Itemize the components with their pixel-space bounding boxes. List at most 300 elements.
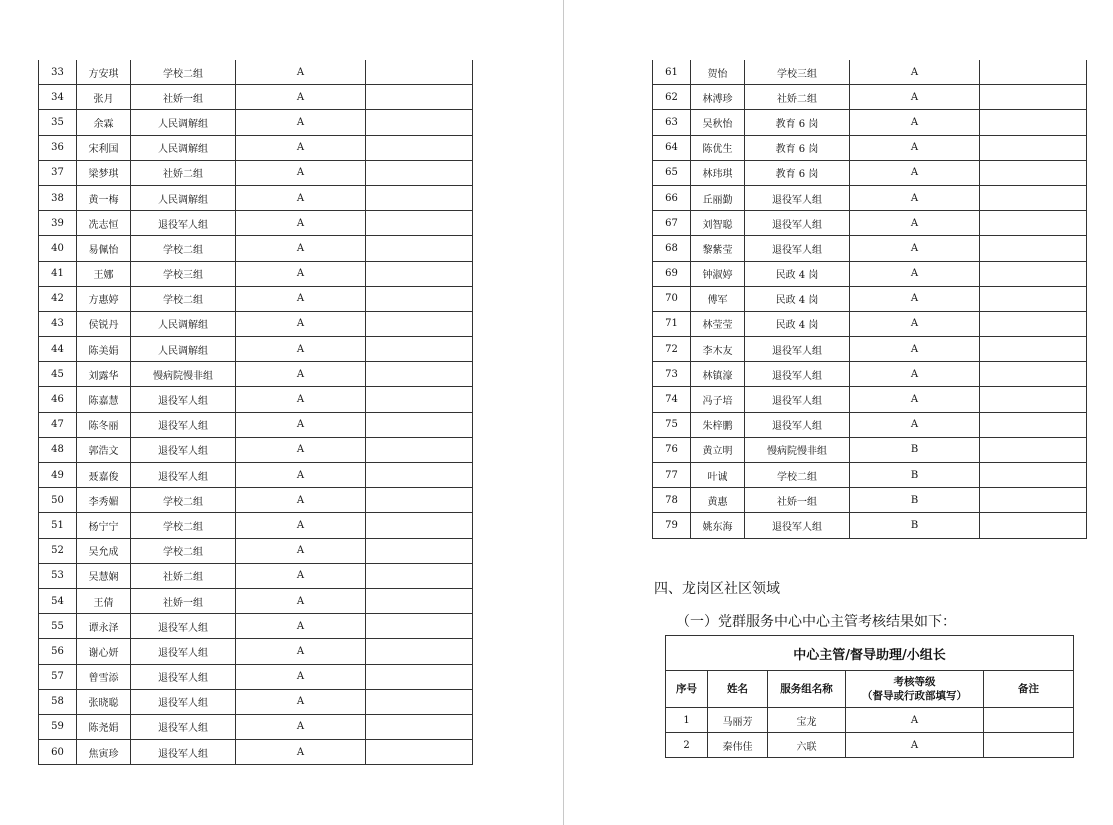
cell-group: 退役军人组 (745, 185, 850, 210)
cell-no: 70 (653, 286, 691, 311)
cell-grade: A (850, 236, 980, 261)
cell-name: 余霖 (77, 110, 131, 135)
cell-no: 48 (39, 437, 77, 462)
cell-name: 吴慧娴 (77, 563, 131, 588)
cell-grade: A (236, 588, 366, 613)
cell-name: 郭浩文 (77, 437, 131, 462)
cell-grade: A (236, 286, 366, 311)
cell-note (980, 236, 1087, 261)
cell-name: 张晓聪 (77, 689, 131, 714)
cell-grade: A (236, 185, 366, 210)
cell-name: 方惠婷 (77, 286, 131, 311)
cell-grade: A (850, 387, 980, 412)
cell-group: 学校三组 (131, 261, 236, 286)
table-row (39, 614, 473, 639)
cell-no: 61 (653, 60, 691, 85)
cell-note (366, 614, 473, 639)
cell-grade: A (236, 714, 366, 739)
cell-grade: A (850, 362, 980, 387)
cell-name: 谢心妍 (77, 639, 131, 664)
table-row (39, 538, 473, 563)
header-group: 服务组名称 (768, 671, 846, 708)
table-row (653, 185, 1087, 210)
cell-note (366, 337, 473, 362)
table-row (39, 286, 473, 311)
cell-name: 黎紫莹 (691, 236, 745, 261)
cell-group: 退役军人组 (745, 412, 850, 437)
table-row (39, 387, 473, 412)
cell-group: 社娇一组 (745, 488, 850, 513)
header-grade-line2: （督导或行政部填写） (862, 690, 967, 702)
cell-note (980, 85, 1087, 110)
cell-no: 50 (39, 488, 77, 513)
cell-name: 黄惠 (691, 488, 745, 513)
cell-group: 社娇一组 (131, 85, 236, 110)
cell-note (366, 110, 473, 135)
cell-name: 贺怡 (691, 60, 745, 85)
cell-no: 52 (39, 538, 77, 563)
cell-note (366, 362, 473, 387)
table-row (39, 563, 473, 588)
cell-group: 社娇二组 (131, 160, 236, 185)
table-row (653, 261, 1087, 286)
cell-name: 侯锐丹 (77, 311, 131, 336)
cell-note (980, 488, 1087, 513)
cell-group: 慢病院慢非组 (131, 362, 236, 387)
cell-name: 王娜 (77, 261, 131, 286)
cell-name: 马丽芳 (708, 708, 768, 733)
cell-no: 69 (653, 261, 691, 286)
header-grade (846, 671, 984, 708)
header-name: 姓名 (708, 671, 768, 708)
cell-note (366, 311, 473, 336)
cell-name: 王倩 (77, 588, 131, 613)
cell-note (366, 714, 473, 739)
cell-note (980, 463, 1087, 488)
cell-no: 47 (39, 412, 77, 437)
cell-no: 53 (39, 563, 77, 588)
cell-no: 1 (666, 708, 708, 733)
cell-no: 55 (39, 614, 77, 639)
table-row (653, 463, 1087, 488)
table-row (39, 664, 473, 689)
cell-name: 吴秋怡 (691, 110, 745, 135)
cell-note (366, 538, 473, 563)
table-row (653, 60, 1087, 85)
left-results-table (38, 60, 473, 765)
cell-grade: B (850, 488, 980, 513)
cell-group: 退役军人组 (745, 362, 850, 387)
cell-group: 退役军人组 (131, 740, 236, 765)
cell-name: 陈尧娟 (77, 714, 131, 739)
table-row (39, 337, 473, 362)
cell-grade: A (236, 664, 366, 689)
cell-name: 林溥珍 (691, 85, 745, 110)
cell-grade: A (850, 85, 980, 110)
cell-no: 75 (653, 412, 691, 437)
cell-name: 朱梓鹏 (691, 412, 745, 437)
cell-note (366, 412, 473, 437)
cell-no: 46 (39, 387, 77, 412)
cell-name: 林镇濠 (691, 362, 745, 387)
cell-no: 42 (39, 286, 77, 311)
cell-no: 63 (653, 110, 691, 135)
table-row (653, 387, 1087, 412)
cell-no: 73 (653, 362, 691, 387)
cell-no: 76 (653, 437, 691, 462)
cell-note (980, 110, 1087, 135)
table-row (39, 60, 473, 85)
cell-grade: A (850, 412, 980, 437)
cell-grade: A (236, 488, 366, 513)
cell-group: 学校二组 (131, 286, 236, 311)
cell-no: 64 (653, 135, 691, 160)
cell-group: 社娇二组 (745, 85, 850, 110)
table-row (39, 135, 473, 160)
cell-note (366, 236, 473, 261)
table-row (653, 488, 1087, 513)
cell-no: 67 (653, 211, 691, 236)
cell-no: 59 (39, 714, 77, 739)
cell-grade: A (236, 311, 366, 336)
cell-grade: A (236, 387, 366, 412)
cell-no: 54 (39, 588, 77, 613)
cell-note (366, 160, 473, 185)
table-row (653, 513, 1087, 538)
table-row (39, 211, 473, 236)
table-row (653, 311, 1087, 336)
cell-group: 退役军人组 (745, 513, 850, 538)
summary-table (665, 635, 1074, 758)
cell-no: 35 (39, 110, 77, 135)
summary-table-title: 中心主管/督导助理/小组长 (666, 636, 1074, 671)
cell-grade: A (846, 733, 984, 758)
cell-group: 退役军人组 (131, 639, 236, 664)
cell-note (366, 60, 473, 85)
cell-group: 退役军人组 (131, 689, 236, 714)
cell-grade: A (850, 110, 980, 135)
cell-group: 学校三组 (745, 60, 850, 85)
cell-group: 民政 4 岗 (745, 261, 850, 286)
cell-name: 吴允成 (77, 538, 131, 563)
cell-grade: B (850, 463, 980, 488)
table-row (39, 488, 473, 513)
table-row (39, 85, 473, 110)
table-row (39, 362, 473, 387)
cell-grade: A (850, 185, 980, 210)
cell-note (366, 689, 473, 714)
cell-note (366, 513, 473, 538)
cell-no: 74 (653, 387, 691, 412)
table-row (653, 85, 1087, 110)
cell-name: 方安琪 (77, 60, 131, 85)
cell-group: 人民调解组 (131, 135, 236, 160)
cell-group: 退役军人组 (131, 614, 236, 639)
summary-row (666, 733, 1074, 758)
cell-group: 退役军人组 (745, 387, 850, 412)
cell-grade: B (850, 513, 980, 538)
cell-grade: A (236, 563, 366, 588)
table-row (39, 714, 473, 739)
cell-name: 秦伟佳 (708, 733, 768, 758)
cell-note (366, 740, 473, 765)
header-note: 备注 (984, 671, 1074, 708)
table-row (653, 135, 1087, 160)
cell-group: 人民调解组 (131, 337, 236, 362)
cell-note (366, 639, 473, 664)
cell-group: 学校二组 (131, 488, 236, 513)
cell-group: 社娇二组 (131, 563, 236, 588)
cell-name: 刘智聪 (691, 211, 745, 236)
cell-group: 慢病院慢非组 (745, 437, 850, 462)
cell-name: 易佩怡 (77, 236, 131, 261)
cell-note (980, 337, 1087, 362)
cell-note (980, 387, 1087, 412)
cell-group: 人民调解组 (131, 311, 236, 336)
cell-grade: A (850, 311, 980, 336)
table-row (653, 286, 1087, 311)
cell-name: 陈嘉慧 (77, 387, 131, 412)
table-row (39, 740, 473, 765)
cell-no: 66 (653, 185, 691, 210)
cell-group: 退役军人组 (131, 412, 236, 437)
cell-grade: A (236, 85, 366, 110)
cell-grade: A (236, 362, 366, 387)
cell-note (980, 286, 1087, 311)
table-row (39, 437, 473, 462)
cell-name: 姚东海 (691, 513, 745, 538)
cell-no: 79 (653, 513, 691, 538)
cell-grade: A (236, 538, 366, 563)
cell-name: 陈冬丽 (77, 412, 131, 437)
table-row (653, 412, 1087, 437)
cell-no: 37 (39, 160, 77, 185)
cell-note (366, 261, 473, 286)
cell-name: 黄立明 (691, 437, 745, 462)
cell-group: 学校二组 (745, 463, 850, 488)
table-row (39, 261, 473, 286)
cell-name: 李木友 (691, 337, 745, 362)
cell-no: 39 (39, 211, 77, 236)
cell-name: 傅军 (691, 286, 745, 311)
cell-grade: A (850, 337, 980, 362)
cell-note (980, 211, 1087, 236)
cell-grade: A (850, 211, 980, 236)
cell-group: 人民调解组 (131, 185, 236, 210)
cell-name: 谭永泽 (77, 614, 131, 639)
cell-note (980, 185, 1087, 210)
cell-group: 学校二组 (131, 236, 236, 261)
cell-grade: A (236, 437, 366, 462)
cell-group: 退役军人组 (131, 664, 236, 689)
section-heading: 四、龙岗区社区领域 (654, 581, 780, 597)
cell-name: 刘露华 (77, 362, 131, 387)
cell-group: 学校二组 (131, 60, 236, 85)
page-divider (563, 0, 564, 825)
cell-group: 学校二组 (131, 538, 236, 563)
cell-name: 林莹莹 (691, 311, 745, 336)
cell-name: 丘丽勤 (691, 185, 745, 210)
cell-group: 宝龙 (768, 708, 846, 733)
cell-note (980, 513, 1087, 538)
cell-group: 六联 (768, 733, 846, 758)
cell-name: 黄一梅 (77, 185, 131, 210)
cell-grade: A (236, 337, 366, 362)
cell-group: 教育 6 岗 (745, 110, 850, 135)
cell-grade: A (236, 689, 366, 714)
header-no: 序号 (666, 671, 708, 708)
cell-name: 钟淑婷 (691, 261, 745, 286)
cell-note (984, 733, 1074, 758)
cell-grade: A (236, 60, 366, 85)
cell-group: 人民调解组 (131, 110, 236, 135)
cell-group: 退役军人组 (131, 437, 236, 462)
cell-note (366, 488, 473, 513)
table-row (39, 639, 473, 664)
cell-no: 45 (39, 362, 77, 387)
cell-name: 李秀媚 (77, 488, 131, 513)
cell-grade: A (846, 708, 984, 733)
table-row (653, 160, 1087, 185)
table-row (39, 412, 473, 437)
cell-group: 社娇一组 (131, 588, 236, 613)
cell-no: 60 (39, 740, 77, 765)
table-row (39, 513, 473, 538)
cell-group: 民政 4 岗 (745, 286, 850, 311)
cell-group: 教育 6 岗 (745, 135, 850, 160)
cell-no: 62 (653, 85, 691, 110)
cell-no: 56 (39, 639, 77, 664)
cell-note (980, 60, 1087, 85)
cell-name: 杨宁宁 (77, 513, 131, 538)
cell-group: 民政 4 岗 (745, 311, 850, 336)
cell-no: 43 (39, 311, 77, 336)
cell-note (980, 412, 1087, 437)
cell-grade: A (236, 614, 366, 639)
cell-note (366, 286, 473, 311)
cell-name: 焦寅珍 (77, 740, 131, 765)
cell-note (366, 588, 473, 613)
table-row (653, 362, 1087, 387)
table-row (39, 588, 473, 613)
cell-no: 57 (39, 664, 77, 689)
table-row (653, 110, 1087, 135)
table-row (39, 110, 473, 135)
cell-note (980, 160, 1087, 185)
cell-no: 38 (39, 185, 77, 210)
cell-grade: A (236, 513, 366, 538)
table-row (653, 337, 1087, 362)
table-row (39, 311, 473, 336)
table-row (39, 689, 473, 714)
cell-group: 退役军人组 (745, 236, 850, 261)
cell-grade: A (850, 261, 980, 286)
cell-name: 宋利国 (77, 135, 131, 160)
cell-grade: A (236, 211, 366, 236)
table-row (39, 160, 473, 185)
table-row (653, 211, 1087, 236)
cell-name: 张月 (77, 85, 131, 110)
cell-no: 78 (653, 488, 691, 513)
cell-no: 36 (39, 135, 77, 160)
cell-grade: A (850, 160, 980, 185)
cell-group: 退役军人组 (131, 463, 236, 488)
cell-note (980, 362, 1087, 387)
cell-group: 退役军人组 (745, 337, 850, 362)
cell-group: 退役军人组 (131, 714, 236, 739)
table-row (653, 437, 1087, 462)
cell-no: 65 (653, 160, 691, 185)
cell-no: 41 (39, 261, 77, 286)
cell-grade: A (236, 160, 366, 185)
table-row (653, 236, 1087, 261)
cell-note (366, 135, 473, 160)
cell-grade: A (850, 286, 980, 311)
cell-name: 曾雪添 (77, 664, 131, 689)
sub-heading: （一）党群服务中心中心主管考核结果如下： (676, 614, 956, 630)
cell-note (984, 708, 1074, 733)
cell-note (366, 387, 473, 412)
cell-no: 44 (39, 337, 77, 362)
cell-name: 叶诚 (691, 463, 745, 488)
cell-group: 退役军人组 (745, 211, 850, 236)
cell-no: 68 (653, 236, 691, 261)
cell-note (366, 563, 473, 588)
cell-name: 陈美娟 (77, 337, 131, 362)
header-grade-line1: 考核等级 (893, 676, 936, 688)
table-row (39, 185, 473, 210)
cell-no: 51 (39, 513, 77, 538)
table-row (39, 236, 473, 261)
cell-name: 梁梦琪 (77, 160, 131, 185)
cell-name: 冼志恒 (77, 211, 131, 236)
cell-group: 退役军人组 (131, 211, 236, 236)
cell-name: 林玮琪 (691, 160, 745, 185)
cell-no: 71 (653, 311, 691, 336)
cell-note (980, 311, 1087, 336)
cell-group: 退役军人组 (131, 387, 236, 412)
right-results-table (652, 60, 1087, 539)
cell-grade: A (236, 261, 366, 286)
cell-note (366, 185, 473, 210)
cell-no: 72 (653, 337, 691, 362)
cell-no: 2 (666, 733, 708, 758)
cell-grade: A (850, 60, 980, 85)
cell-no: 58 (39, 689, 77, 714)
cell-grade: A (236, 110, 366, 135)
table-row (39, 463, 473, 488)
cell-note (366, 85, 473, 110)
cell-grade: A (850, 135, 980, 160)
cell-note (980, 437, 1087, 462)
cell-no: 40 (39, 236, 77, 261)
cell-no: 77 (653, 463, 691, 488)
cell-note (980, 261, 1087, 286)
cell-grade: A (236, 463, 366, 488)
cell-no: 34 (39, 85, 77, 110)
cell-grade: B (850, 437, 980, 462)
cell-note (366, 664, 473, 689)
cell-grade: A (236, 639, 366, 664)
cell-name: 聂嘉俊 (77, 463, 131, 488)
cell-grade: A (236, 236, 366, 261)
cell-grade: A (236, 412, 366, 437)
summary-row (666, 708, 1074, 733)
cell-group: 教育 6 岗 (745, 160, 850, 185)
cell-note (366, 463, 473, 488)
cell-note (366, 211, 473, 236)
cell-grade: A (236, 135, 366, 160)
